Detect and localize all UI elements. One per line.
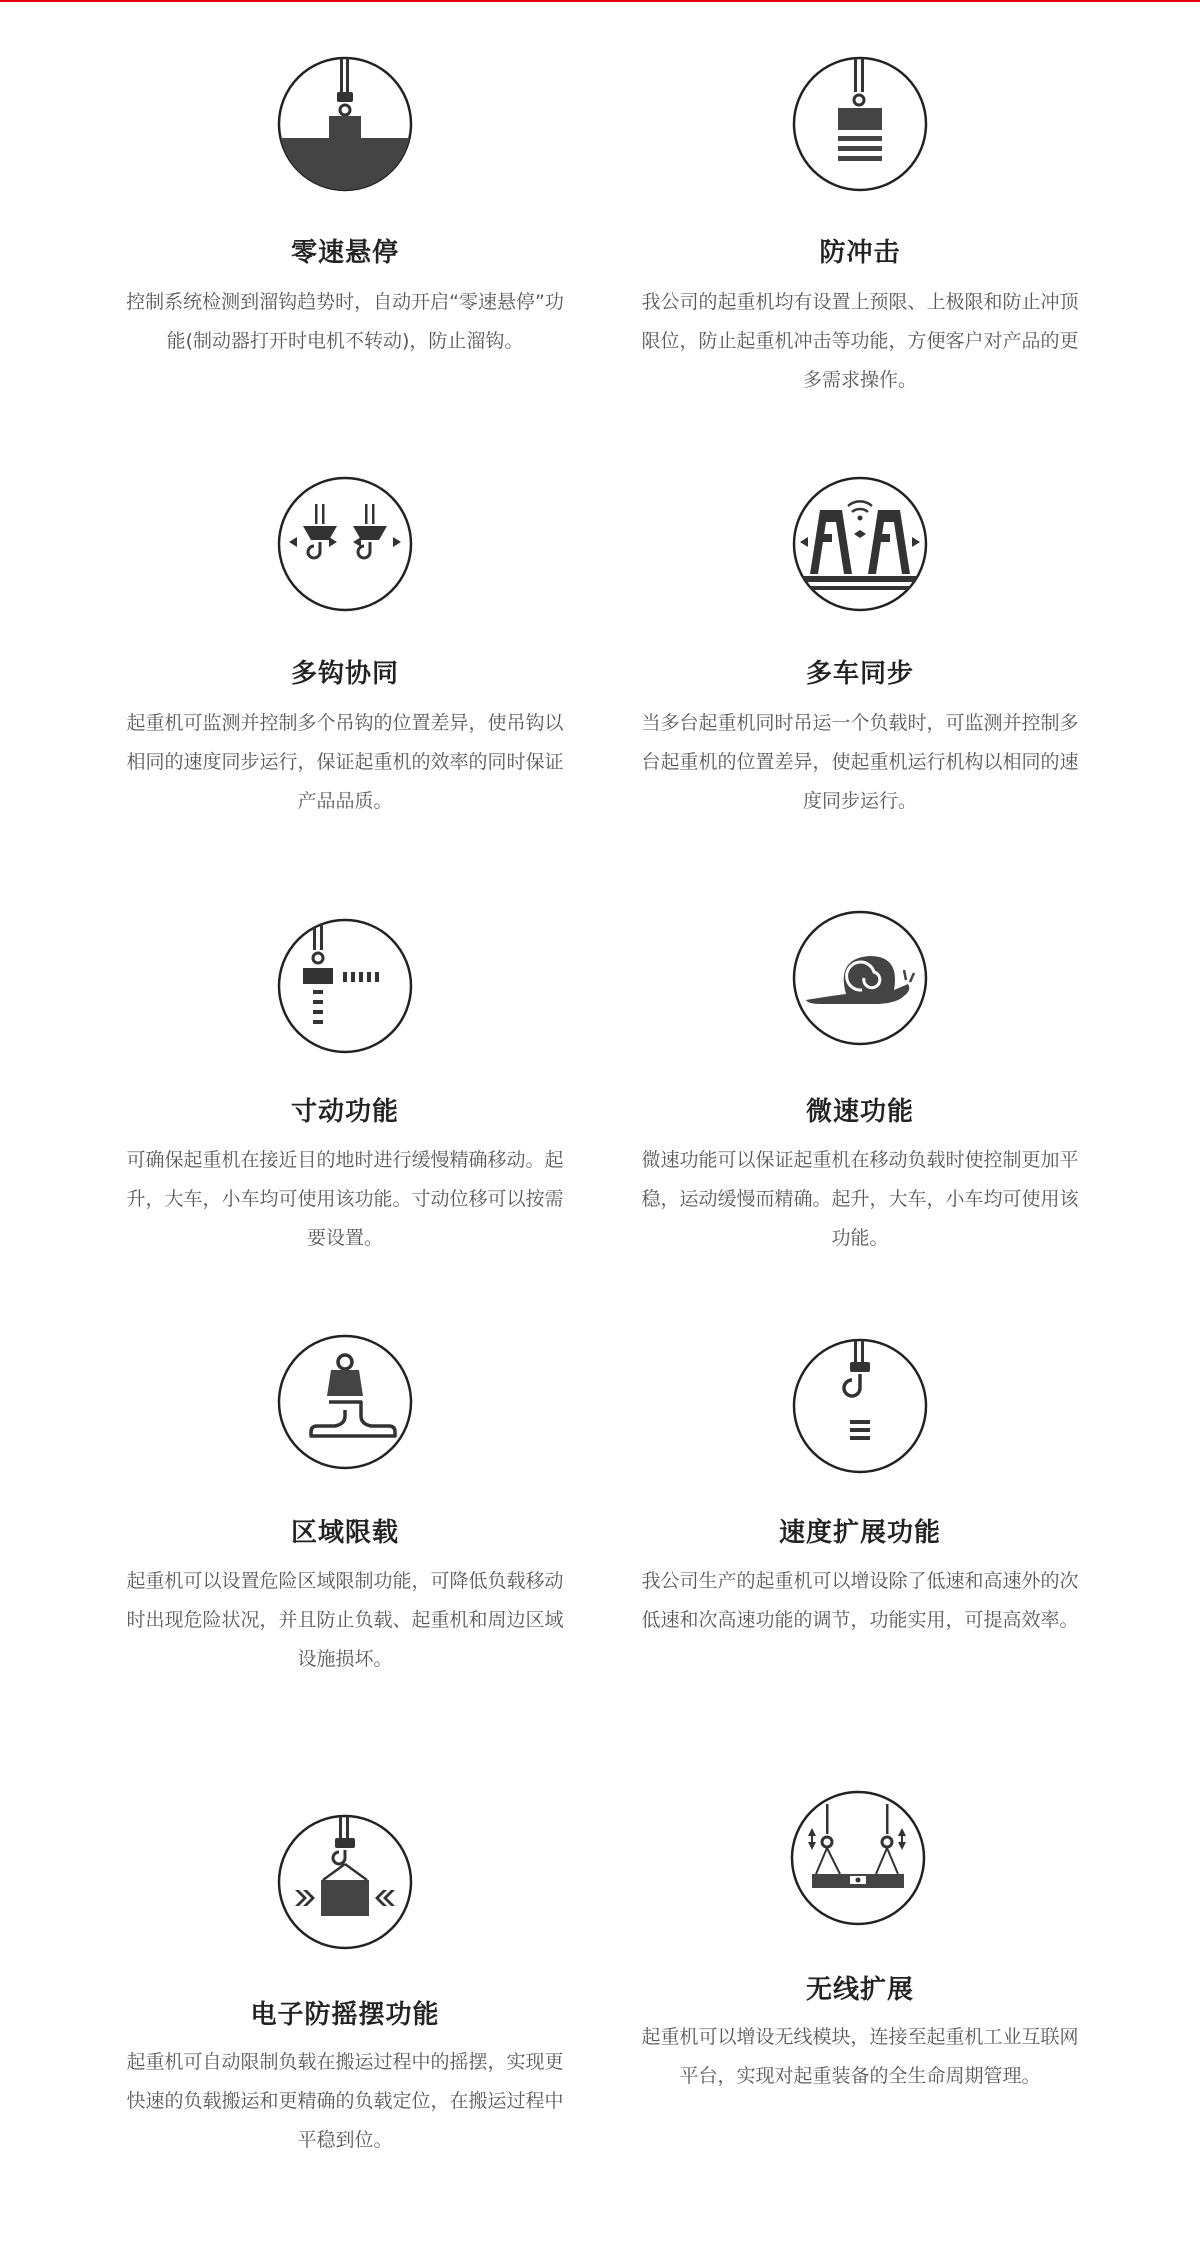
feature-title: 多车同步 [805,659,914,689]
feature-desc: 起重机可以增设无线模块，连接至起重机工业互联网平台，实现对起重装备的全生命周期管理。 [641,2026,1079,2087]
feature-title: 防冲击 [819,238,901,268]
speed-extend-icon [792,1338,928,1474]
multi-crane-sync-icon [792,476,928,612]
anti-collision-icon [792,56,928,192]
feature-title: 无线扩展 [805,1975,914,2005]
feature-desc: 可确保起重机在接近目的地时进行缓慢精确移动。起升，大车，小车均可使用该功能。寸动位移可以按需要设置。 [126,1149,564,1249]
feature-title: 电子防摇摆功能 [250,2000,440,2030]
top-accent-line [0,0,1200,2]
feature-desc: 起重机可以设置危险区域限制功能，可降低负载移动时出现危险状况，并且防止负载、起重机和周边区域设施损坏。 [126,1570,564,1670]
feature-title: 区域限载 [290,1518,399,1548]
feature-desc: 当多台起重机同时吊运一个负载时，可监测并控制多台起重机的位置差异，使起重机运行机构以相同的速度同步运行。 [641,712,1079,812]
feature-desc: 我公司生产的起重机可以增设除了低速和高速外的次低速和次高速功能的调节，功能实用，可提高效率。 [641,1570,1079,1631]
wireless-level-icon [790,1790,926,1926]
anti-sway-icon [277,1814,413,1950]
weight-rail-icon [277,1334,413,1470]
feature-desc: 控制系统检测到溜钩趋势时，自动开启“零速悬停”功能(制动器打开时电机不转动)，防止溜钩。 [126,291,564,352]
feature-desc: 我公司的起重机均有设置上预限、上极限和防止冲顶限位，防止起重机冲击等功能，方便客户对产品的更多需求操作。 [641,291,1079,391]
feature-desc: 起重机可监测并控制多个吊钩的位置差异，使吊钩以相同的速度同步运行，保证起重机的效率的同时保证产品品质。 [126,712,564,812]
hook-load-icon [277,56,413,192]
feature-desc: 起重机可自动限制负载在搬运过程中的摇摆，实现更快速的负载搬运和更精确的负载定位，在搬运过程中平稳到位。 [126,2051,564,2151]
feature-title: 多钩协同 [290,659,399,689]
feature-title: 速度扩展功能 [778,1518,941,1548]
feature-title: 零速悬停 [290,238,399,268]
double-hook-icon [277,476,413,612]
feature-title: 寸动功能 [290,1097,399,1127]
feature-title: 微速功能 [805,1097,914,1127]
inching-icon [277,918,413,1054]
feature-desc: 微速功能可以保证起重机在移动负载时使控制更加平稳，运动缓慢而精确。起升，大车，小车均可使用该功能。 [641,1149,1079,1249]
snail-icon [792,910,928,1046]
